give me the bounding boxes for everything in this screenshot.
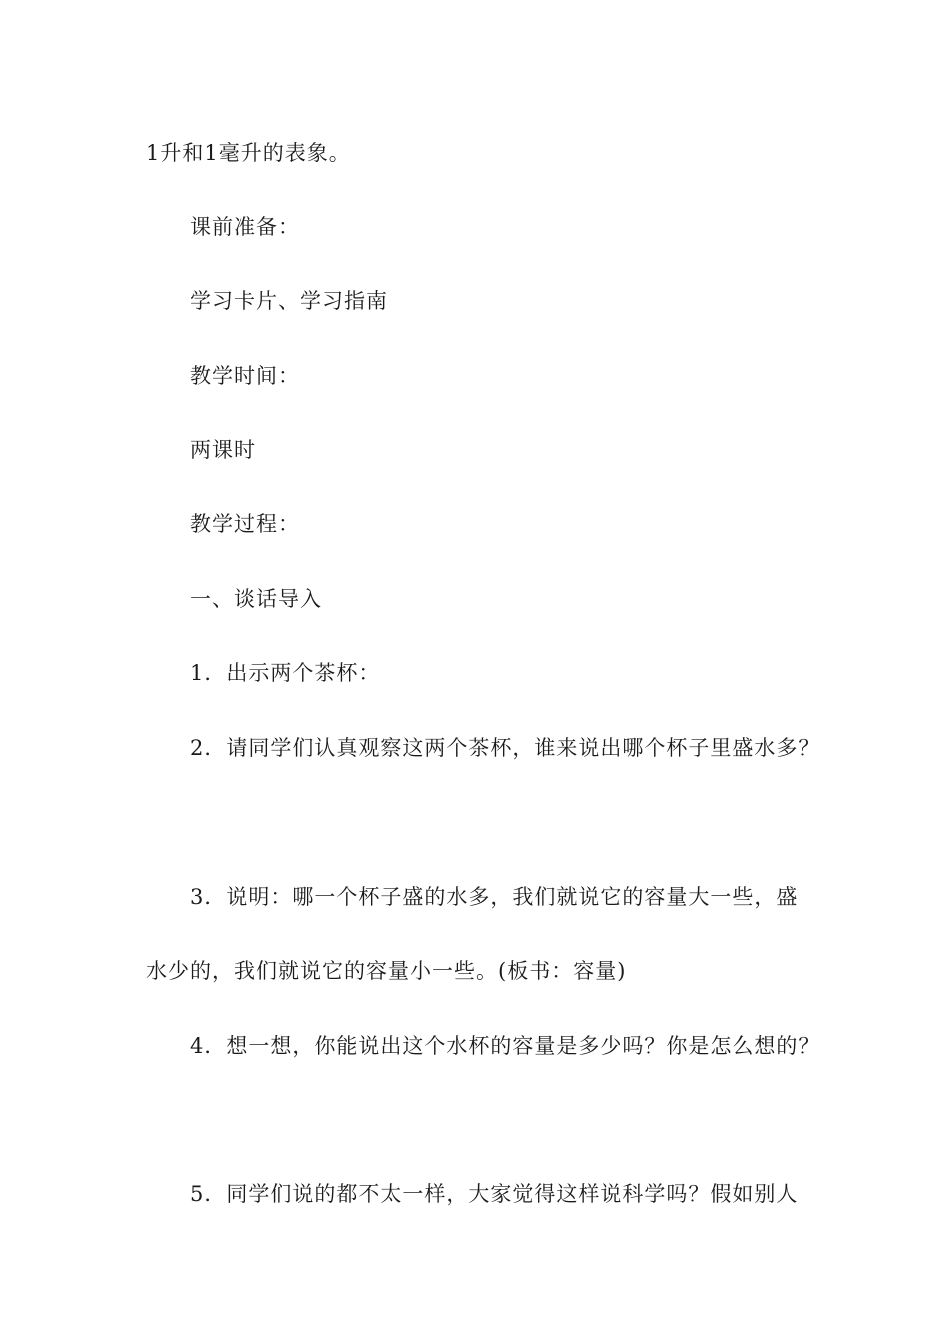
heading-preparation: 课前准备： [190, 215, 300, 239]
text-line-materials: 学习卡片、学习指南 [190, 289, 388, 313]
heading-teaching-time: 教学时间： [190, 364, 300, 388]
list-item-3-continuation: 水少的，我们就说它的容量小一些。(板书：容量) [146, 959, 627, 983]
text-line-duration: 两课时 [190, 438, 256, 462]
heading-teaching-process: 教学过程： [190, 512, 300, 536]
list-item-1: 1．出示两个茶杯： [190, 661, 381, 685]
list-item-2: 2．请同学们认真观察这两个茶杯，谁来说出哪个杯子里盛水多？ [190, 736, 821, 760]
text-line-intro-continuation: 1升和1毫升的表象。 [146, 141, 351, 165]
list-item-4: 4．想一想，你能说出这个水杯的容量是多少吗？你是怎么想的？ [190, 1034, 821, 1058]
section-heading-intro: 一、谈话导入 [190, 587, 322, 611]
list-item-5: 5．同学们说的都不太一样，大家觉得这样说科学吗？假如别人 [190, 1182, 799, 1206]
list-item-3: 3．说明：哪一个杯子盛的水多，我们就说它的容量大一些，盛 [190, 885, 799, 909]
